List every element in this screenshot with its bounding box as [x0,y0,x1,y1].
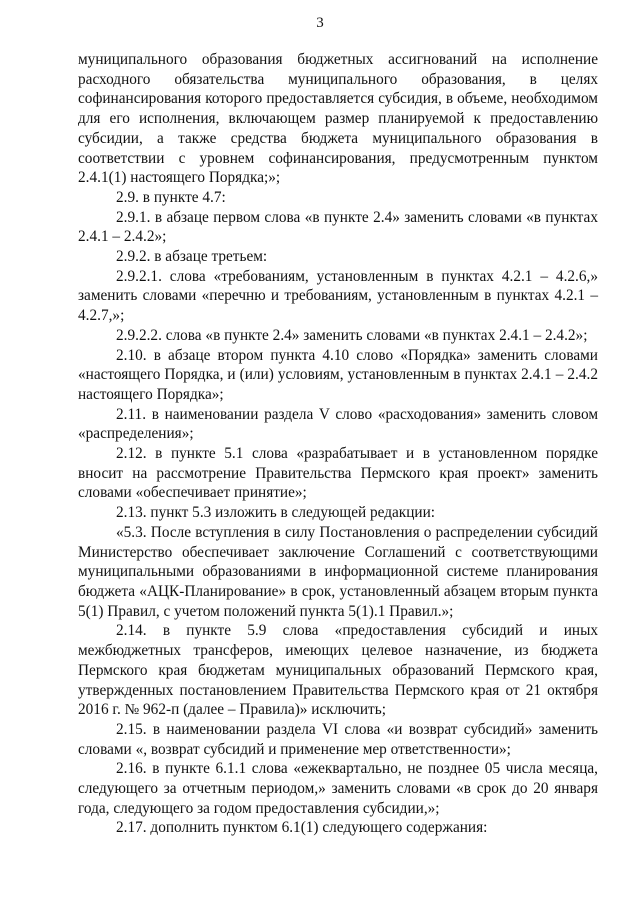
paragraph-2-10: 2.10. в абзаце втором пункта 4.10 слово «Порядка» заменить словами «настоящего Порядка, и (или) условиям, установленным в пунктах 2.4.1 – 2.4.2 настоящего Порядка»; [78,346,598,403]
paragraph-2-15: 2.15. в наименовании раздела VI слова «и возврат субсидий» заменить словами «, возврат субсидий и применение мер ответственности»; [78,720,598,758]
paragraph-2-14: 2.14. в пункте 5.9 слова «предоставления субсидий и иных межбюджетных трансферов, имеющих целевое назначение, из бюджета Пермского края бюджетам муниципальных образований Пермского края, утвержденных постановлением Правительства Пермского края от 21 октября 2016 г. № 962-п (далее – Правила)» исключить; [78,622,598,719]
page-number: 3 [316,15,324,31]
paragraph-2-9-2-1: 2.9.2.1. слова «требованиям, установленным в пунктах 4.2.1 – 4.2.6,» заменить словами «перечню и требованиям, установленным в пунктах 4.2.1 – 4.2.7,»; [78,267,598,325]
paragraph-2-17: 2.17. дополнить пунктом 6.1(1) следующего содержания: [116,819,488,837]
paragraph-2-13: 2.13. пункт 5.3 изложить в следующей редакции: [116,504,436,522]
paragraph-5-3-quote: «5.3. После вступления в силу Постановления о распределении субсидий Министерство обеспечивает заключение Соглашений с соответствующими муниципальными образованиями в информационной системе планирования бюджета «АЦК-Планирование» в срок, установленный абзацем вторым пункта 5(1) Правил, с учетом положений пункта 5(1).1 Правил.»; [78,523,598,620]
paragraph-2-12: 2.12. в пункте 5.1 слова «разрабатывает и в установленном порядке вносит на рассмотрение Правительства Пермского края проект» заменить словами «обеспечивает принятие»; [78,445,598,502]
paragraph-continuation: муниципального образования бюджетных ассигнований на исполнение расходного обязательства муниципального образования, в целях софинансирования которого предоставляется субсидия, в объеме, необходимом для его исполнения, включающем размер планируемой к предоставлению субсидии, а также средства бюджета муниципального образования в соответствии с уровнем софинансирования, предусмотренным пунктом 2.4.1(1) настоящего Порядка;»; [78,51,598,187]
paragraph-2-11: 2.11. в наименовании раздела V слово «расходования» заменить словом «распределения»; [78,405,598,443]
paragraph-2-9: 2.9. в пункте 4.7: [116,188,226,206]
paragraph-2-9-2: 2.9.2. в абзаце третьем: [116,248,268,266]
paragraph-2-16: 2.16. в пункте 6.1.1 слова «ежеквартально, не позднее 05 числа месяца, следующего за отчетным периодом,» заменить словами «в срок до 20 января года, следующего за годом предоставления субсидии,»; [78,760,598,817]
paragraph-2-9-1: 2.9.1. в абзаце первом слова «в пункте 2.4» заменить словами «в пунктах 2.4.1 – 2.4.2»; [78,208,598,246]
document-body [78,50,598,838]
paragraph-2-9-2-2: 2.9.2.2. слова «в пункте 2.4» заменить словами «в пунктах 2.4.1 – 2.4.2»; [116,326,588,344]
